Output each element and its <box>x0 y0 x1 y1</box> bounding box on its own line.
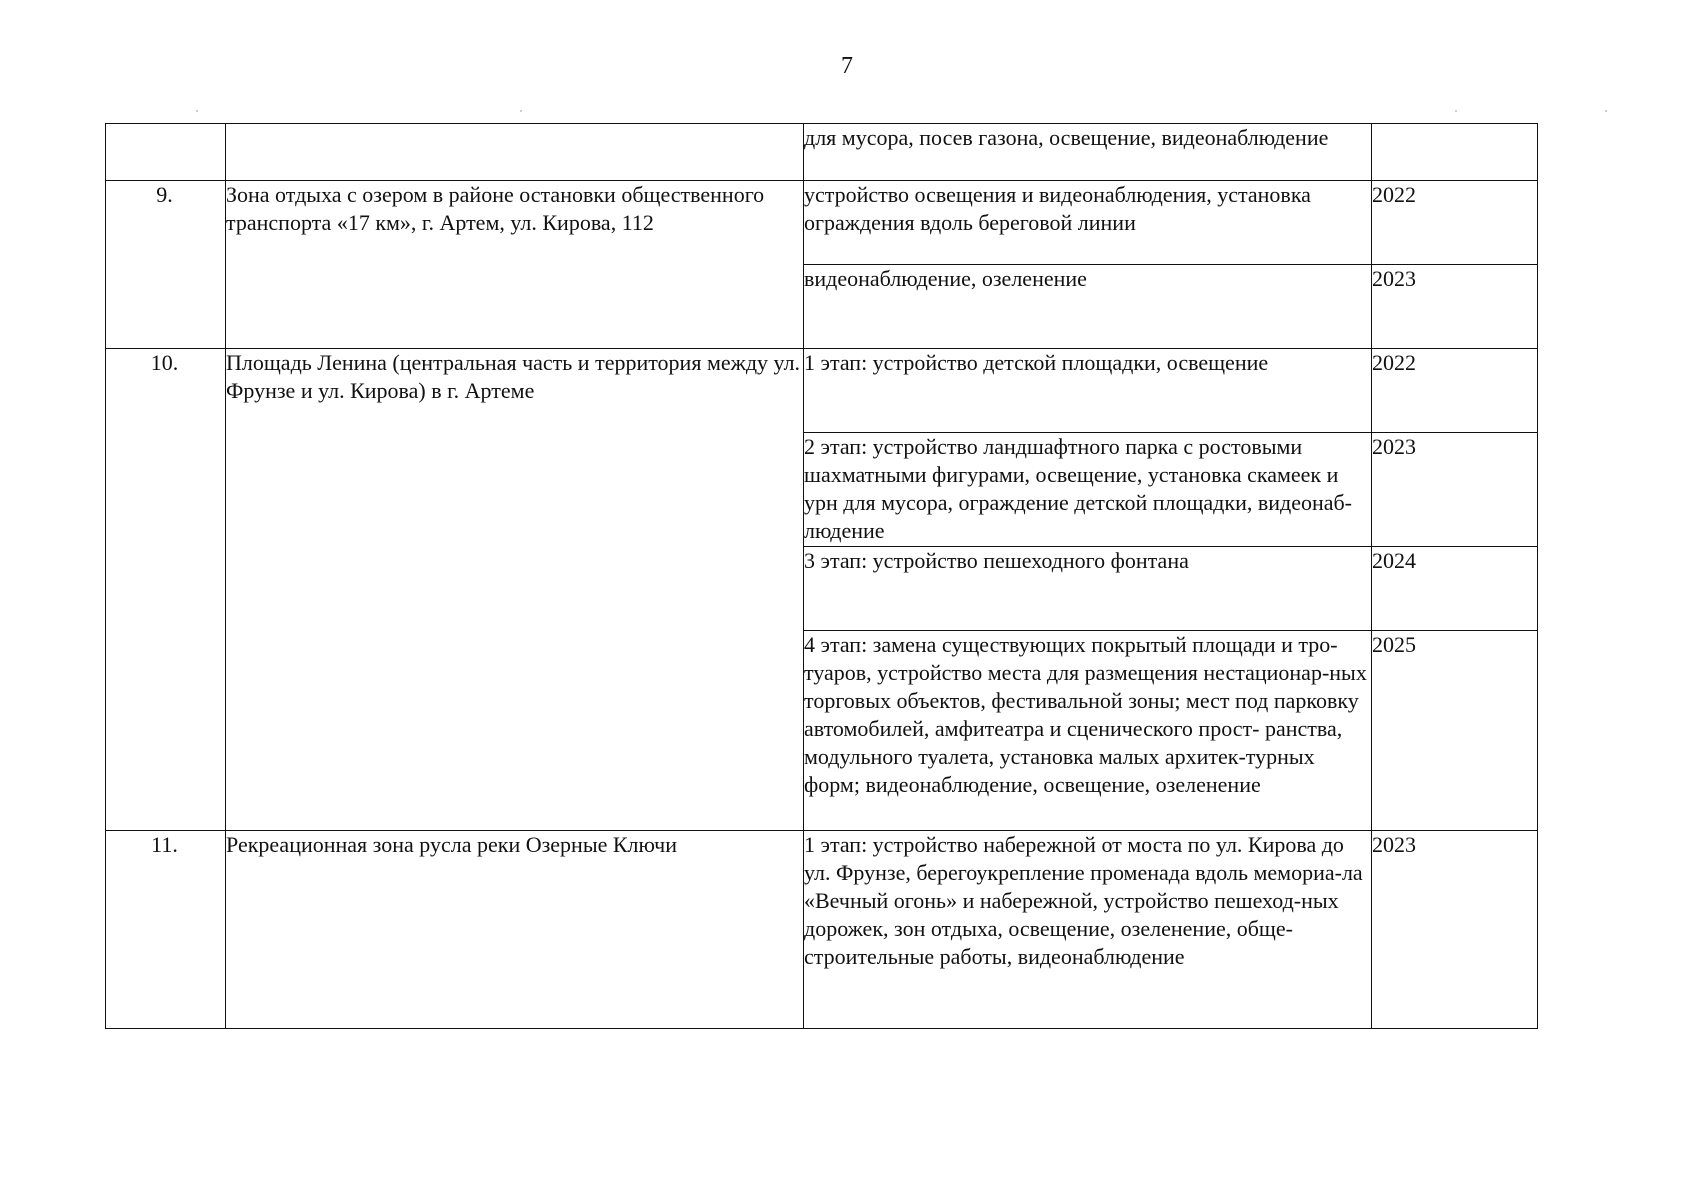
year-cell <box>1372 181 1538 265</box>
year: 2022 <box>1372 182 1416 207</box>
scan-dot <box>196 110 198 112</box>
row-number-cell <box>106 831 226 1029</box>
page-number: 7 <box>841 53 853 79</box>
work-description: 1 этап: устройство набережной от моста по ул. Кирова до ул. Фрунзе, берегоукрепление променада вдоль мемориа-ла «Вечный огонь» и набережной, устройство пешеход-ных дорожек, зон отдыха, освещение, озеленение, обще-строительные работы, видеонаблюдение <box>804 832 1363 969</box>
scan-dot <box>1455 110 1457 112</box>
object-name-cell <box>226 831 804 1029</box>
work-description-cell <box>804 831 1372 1029</box>
work-description-cell <box>804 124 1372 181</box>
year-cell <box>1372 433 1538 547</box>
row-number-cell <box>106 124 226 181</box>
year: 2025 <box>1372 632 1416 657</box>
year: 2023 <box>1372 434 1416 459</box>
work-description-cell <box>804 631 1372 831</box>
year: 2023 <box>1372 266 1416 291</box>
row-number-cell <box>106 349 226 831</box>
year: 2023 <box>1372 832 1416 857</box>
table-row <box>106 124 1538 181</box>
year-cell <box>1372 124 1538 181</box>
row-number-cell <box>106 181 226 349</box>
table-row <box>106 349 1538 433</box>
year: 2024 <box>1372 548 1416 573</box>
row-number: 11. <box>151 832 178 857</box>
year-cell <box>1372 349 1538 433</box>
object-name-cell <box>226 181 804 349</box>
object-name-cell <box>226 349 804 831</box>
work-description: 4 этап: замена существующих покрытый площади и тро-туаров, устройство места для размещения нестационар-ных торговых объектов, фестивальной зоны; мест под парковку автомобилей, амфитеатра и сценического прост- ранства, модульного туалета, установка малых архитек-турных форм; видеонаблюдение, освещение, озеленение <box>804 632 1367 797</box>
work-description-cell <box>804 547 1372 631</box>
work-description: 3 этап: устройство пешеходного фонтана <box>804 548 1189 573</box>
object-name-cell <box>226 124 804 181</box>
table-row <box>106 831 1538 1029</box>
row-number: 9. <box>156 182 173 207</box>
work-description: 2 этап: устройство ландшафтного парка с ростовыми шахматными фигурами, освещение, установка скамеек и урн для мусора, ограждение детской площадки, видеонаб-людение <box>804 434 1353 543</box>
work-description: видеонаблюдение, озеленение <box>804 266 1087 291</box>
table-row <box>106 181 1538 265</box>
year-cell <box>1372 547 1538 631</box>
year-cell <box>1372 265 1538 349</box>
year-cell <box>1372 831 1538 1029</box>
scan-dots <box>0 110 1694 112</box>
object-name: Рекреационная зона русла реки Озерные Ключи <box>226 832 677 857</box>
object-name: Зона отдыха с озером в районе остановки общественного транспорта «17 км», г. Артем, ул. Кирова, 112 <box>226 182 765 235</box>
objects-table <box>105 123 1538 1029</box>
work-description-cell <box>804 433 1372 547</box>
work-description: 1 этап: устройство детской площадки, освещение <box>804 350 1269 375</box>
scan-dot <box>520 110 522 112</box>
work-description-cell <box>804 349 1372 433</box>
row-number: 10. <box>150 350 179 375</box>
year: 2022 <box>1372 350 1416 375</box>
object-name: Площадь Ленина (центральная часть и территория между ул. Фрунзе и ул. Кирова) в г. Артеме <box>226 350 801 403</box>
scan-dot <box>1605 110 1607 112</box>
work-description: для мусора, посев газона, освещение, видеонаблюдение <box>804 125 1329 150</box>
year-cell <box>1372 631 1538 831</box>
work-description-cell <box>804 265 1372 349</box>
work-description-cell <box>804 181 1372 265</box>
work-description: устройство освещения и видеонаблюдения, установка ограждения вдоль береговой линии <box>804 182 1311 235</box>
